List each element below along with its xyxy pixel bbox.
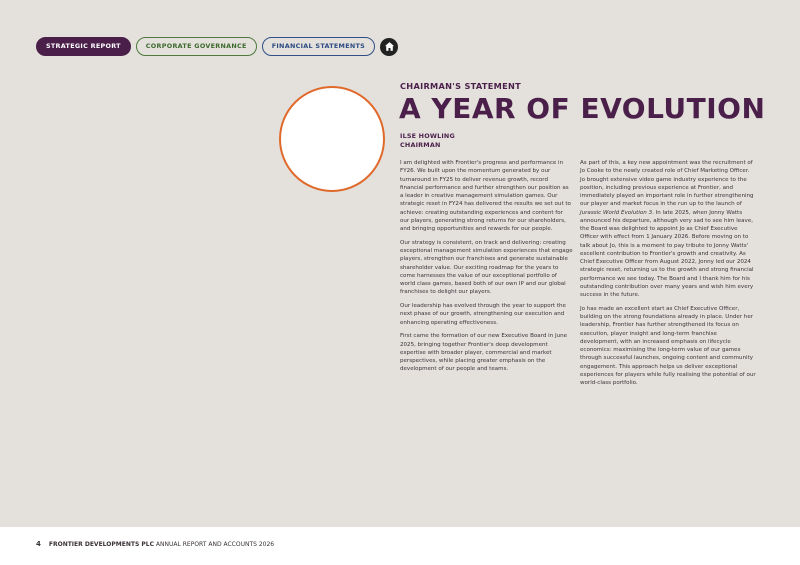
author-name: ILSE HOWLING xyxy=(400,132,455,140)
home-icon xyxy=(384,41,395,52)
paragraph: Jo has made an excellent start as Chief Executive Officer, building on the strong foundations already in place. Under her leadership, Frontier has further strengthened its focus on execution, player insight and long-term franchise development, with an increased emphasis on lifecycle economics: maximising the long-term value of our games through successful launches, ongoing content and community engagement. This approach helps us deliver exceptional experiences for players while fully realising the potential of our world-class portfolio. xyxy=(580,305,756,386)
nav-strategic-report[interactable]: STRATEGIC REPORT xyxy=(36,37,131,56)
author-role: CHAIRMAN xyxy=(400,141,441,149)
paragraph xyxy=(580,159,756,299)
company-name: FRONTIER DEVELOPMENTS PLC xyxy=(48,541,154,548)
nav-financial-statements[interactable]: FINANCIAL STATEMENTS xyxy=(262,37,375,56)
paragraph: First came the formation of our new Executive Board in June 2025, bringing together Frontier's deep development expertise with broader player, commercial and market perspectives, while placing greater emphasis on the development of our people and teams. xyxy=(400,333,568,373)
home-button[interactable] xyxy=(380,38,398,56)
page-number: 4 xyxy=(36,540,41,548)
text-span: . In late 2025, when Jonny Watts announced his departure, although very sad to see him leave, the Board was delighted to appoint Jo as Chief Executive Officer with effect from 1 January 2026. Before moving on to talk about Jo, this is a moment to pay tribute to Jonny Watts' excellent contribution to Frontier's growth and creativity. As Chief Executive Officer from August 2022, Jonny led our 2024 strategic reset, returning us to the growth and strong financial performance we see today. The Board and I thank him for his outstanding contribution over many years and wish him every success in the future. xyxy=(580,209,754,298)
game-title: Jurassic World Evolution 3 xyxy=(580,209,653,216)
section-eyebrow: CHAIRMAN'S STATEMENT xyxy=(400,81,522,91)
paragraph: I am delighted with Frontier's progress and performance in FY26. We built upon the momentum generated by our turnaround in FY25 to deliver revenue growth, record financial performance and further strengthen our position as a leader in creative management simulation games. Our strategic reset in FY24 has delivered the results we set out to achieve: creating outstanding experiences and content for our players, generating strong returns for our shareholders, and bringing opportunities and rewards for our people. xyxy=(400,160,571,232)
footer-text xyxy=(36,540,274,548)
paragraph: Our leadership has evolved through the year to support the next phase of our growth, strengthening our execution and enhancing operating effectiveness. xyxy=(400,303,566,326)
nav-corporate-governance[interactable]: CORPORATE GOVERNANCE xyxy=(136,37,257,56)
paragraph: Our strategy is consistent, on track and delivering: creating exceptional management simulation experiences that engage players, strengthen our franchises and generate sustainable shareholder value. Our exciting roadmap for the years to come harnesses the value of our exceptional portfolio of world class games, based both of our own IP and our global franchises to delight our players. xyxy=(400,239,573,296)
body-column-left xyxy=(400,159,573,379)
section-nav xyxy=(36,37,398,56)
portrait-placeholder xyxy=(279,86,385,192)
page-footer xyxy=(0,527,800,565)
text-span: As part of this, a key new appointment was the recruitment of Jo Cooke to the newly created role of Chief Marketing Officer. Jo brought extensive video game industry experience to the position, including previous experience at Frontier, and immediately played an important role in further strengthening our player and market focus in the run up to the launch of xyxy=(580,160,754,208)
page-title: A YEAR OF EVOLUTION xyxy=(399,92,766,125)
document-name: ANNUAL REPORT AND ACCOUNTS 2026 xyxy=(155,541,275,548)
body-column-right xyxy=(580,159,756,393)
author-block xyxy=(400,132,455,150)
